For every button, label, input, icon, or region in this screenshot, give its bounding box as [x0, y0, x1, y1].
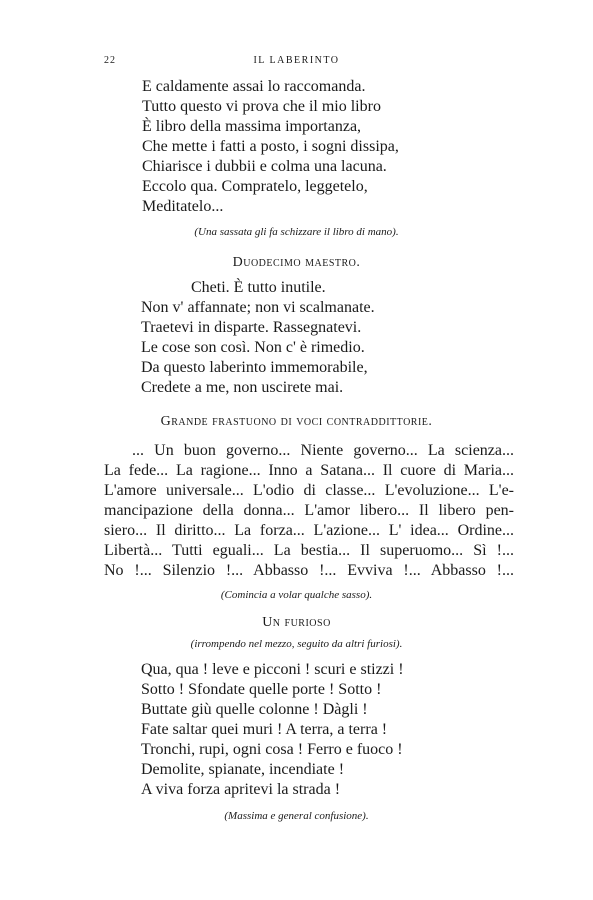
prose-line: Libertà... Tutti eguali... La bestia... Il superuomo... Sì !...: [104, 542, 514, 559]
verse-line: Cheti. È tutto inutile.: [191, 279, 326, 296]
page-number: 22: [104, 55, 116, 66]
verse-line: Buttate giù quelle colonne ! Dàgli !: [141, 701, 368, 718]
verse-line: È libro della massima importanza,: [142, 118, 362, 135]
verse-line: Fate saltar quei muri ! A terra, a terra !: [141, 721, 388, 738]
verse-line: Meditatelo...: [142, 198, 224, 215]
verse-line: Credete a me, non uscirete mai.: [141, 379, 344, 396]
verse-block-4: [141, 660, 404, 800]
verse-block-2: [141, 278, 375, 398]
stage-direction: (Una sassata gli fa schizzare il libro di mano).: [194, 226, 399, 238]
speaker-heading: Grande frastuono di voci contraddittorie.: [160, 414, 433, 429]
prose-line: siero... Il diritto... La forza... L'azione... L' idea... Ordine...: [104, 522, 514, 539]
verse-line: E caldamente assai lo raccomanda.: [142, 78, 366, 95]
running-title: IL LABERINTO: [253, 55, 340, 66]
prose-line: La fede... La ragione... Inno a Satana... Il cuore di Maria...: [104, 462, 514, 479]
verse-line: Le cose son così. Non c' è rimedio.: [141, 339, 365, 356]
verse-line: Traetevi in disparte. Rassegnatevi.: [141, 319, 362, 336]
prose-line: mancipazione della donna... L'amor libero... Il libero pen-: [104, 502, 514, 519]
verse-line: Eccolo qua. Compratelo, leggetelo,: [142, 178, 368, 195]
verse-block-1: [142, 77, 399, 217]
verse-line: Tronchi, rupi, ogni cosa ! Ferro e fuoco !: [141, 741, 403, 758]
stage-direction: (irrompendo nel mezzo, seguito da altri furiosi).: [190, 638, 403, 650]
speaker-heading: Un furioso: [262, 615, 331, 630]
stage-direction: (Massima e general confusione).: [224, 810, 369, 822]
stage-direction: (Comincia a volar qualche sasso).: [220, 589, 373, 601]
prose-line: ... Un buon governo... Niente governo... La scienza...: [132, 442, 514, 459]
verse-line: Chiarisce i dubbii e colma una lacuna.: [142, 158, 387, 175]
verse-line: A viva forza apritevi la strada !: [141, 781, 341, 798]
verse-line: Da questo laberinto immemorabile,: [141, 359, 368, 376]
prose-block: [104, 441, 514, 581]
verse-line: Demolite, spianate, incendiate !: [141, 761, 345, 778]
prose-line: L'amore universale... L'odio di classe... L'evoluzione... L'e-: [104, 482, 514, 499]
verse-line: Tutto questo vi prova che il mio libro: [142, 98, 381, 115]
verse-line: Qua, qua ! leve e picconi ! scuri e stizzi !: [141, 661, 404, 678]
prose-line: No !... Silenzio !... Abbasso !... Evviva !... Abbasso !...: [104, 562, 514, 579]
speaker-heading: Duodecimo maestro.: [232, 255, 361, 270]
verse-line: Che mette i fatti a posto, i sogni dissipa,: [142, 138, 399, 155]
verse-line: Sotto ! Sfondate quelle porte ! Sotto !: [141, 681, 382, 698]
verse-line: Non v' affannate; non vi scalmanate.: [141, 299, 375, 316]
